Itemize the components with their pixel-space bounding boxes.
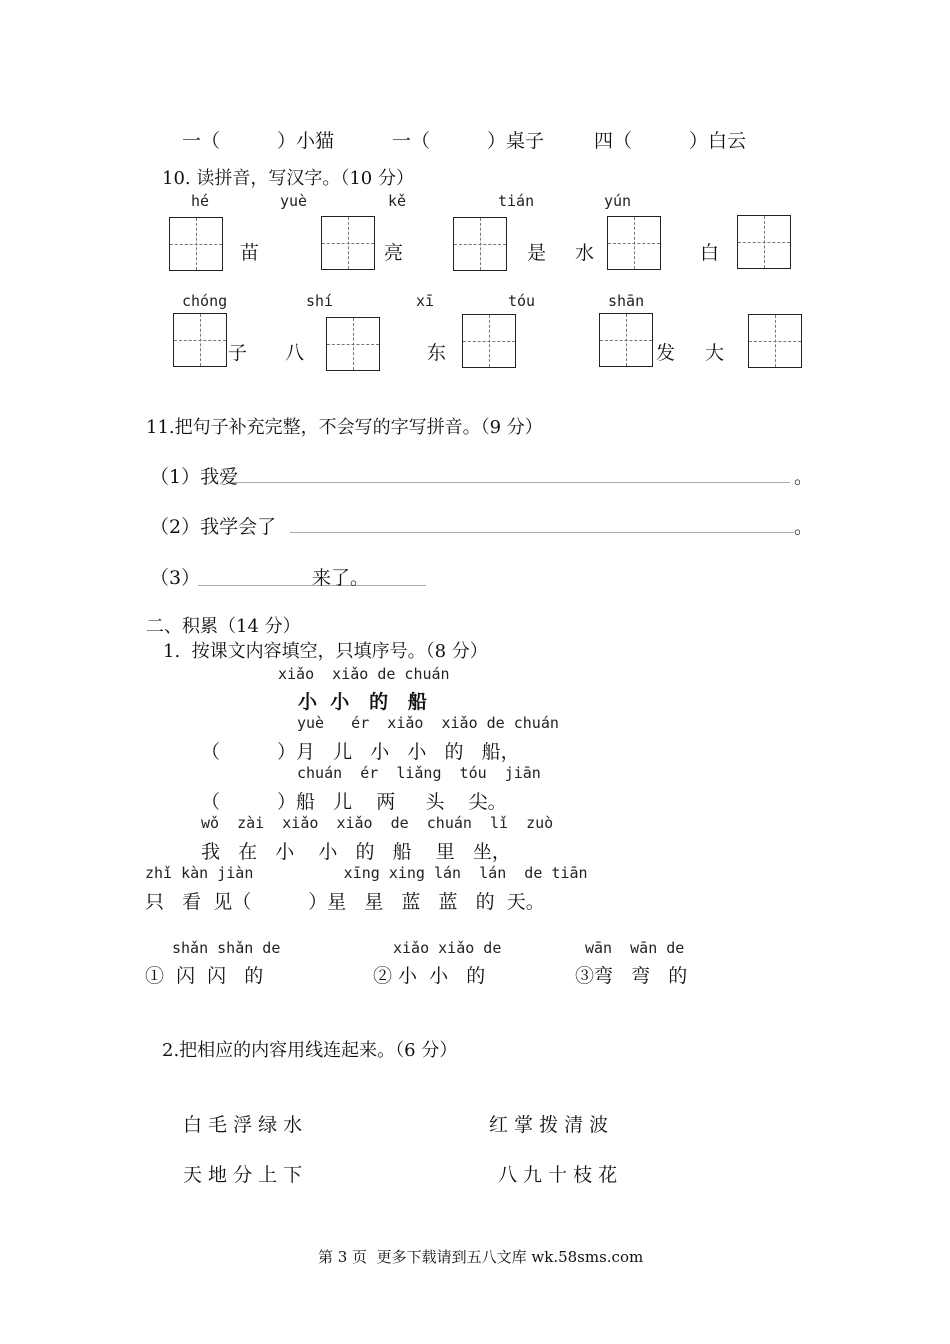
match-right-2[interactable]: 八 九 十 枝 花 — [498, 1164, 618, 1186]
section-2-title: 二、积累（14 分） — [146, 616, 301, 637]
char-shi: 是 — [527, 242, 547, 264]
option-3: ③弯 弯 的 — [575, 965, 688, 987]
poem-line-2: （ ）船 儿 两 头 尖。 — [201, 791, 507, 813]
pinyin-yun: yún — [604, 192, 632, 210]
writing-box[interactable] — [326, 317, 380, 371]
pinyin-xi: xī — [416, 292, 435, 310]
char-bai: 白 — [700, 242, 720, 264]
q2-title: 2.把相应的内容用线连起来。（6 分） — [162, 1040, 458, 1061]
sentence-1-period: 。 — [794, 466, 814, 488]
poem-title: 小 小 的 船 — [298, 691, 427, 713]
char-fa: 发 — [656, 342, 676, 364]
measure-word-3: 四（ ）白云 — [594, 130, 747, 152]
pinyin-he: hé — [191, 192, 210, 210]
char-shui: 水 — [575, 242, 595, 264]
char-dong: 东 — [427, 342, 447, 364]
option-1: ① 闪 闪 的 — [145, 965, 264, 987]
option-2-pinyin: xiǎo xiǎo de — [393, 939, 502, 957]
pinyin-ke: kě — [388, 192, 407, 210]
writing-box[interactable] — [453, 217, 507, 271]
poem-line-2-pinyin: chuán ér liǎng tóu jiān — [297, 764, 541, 782]
poem-line-3: 我 在 小 小 的 船 里 坐， — [201, 841, 511, 863]
match-right-1[interactable]: 红 掌 拨 清 波 — [489, 1114, 609, 1136]
writing-box[interactable] — [462, 314, 516, 368]
pinyin-shan: shān — [608, 292, 645, 310]
char-miao: 苗 — [240, 242, 260, 264]
page-footer: 第 3 页 更多下载请到五八文库 wk.58sms.com — [318, 1248, 644, 1266]
option-2: ② 小 小 的 — [373, 965, 486, 987]
pinyin-yue: yuè — [280, 192, 308, 210]
sentence-1-label: （1）我爱 — [150, 466, 239, 488]
poem-line-4-pinyin: zhǐ kàn jiàn xīng xing lán lán de tiān — [145, 864, 588, 882]
writing-box[interactable] — [321, 216, 375, 270]
writing-box[interactable] — [173, 313, 227, 367]
measure-word-2: 一（ ）桌子 — [392, 130, 545, 152]
match-left-1[interactable]: 白 毛 浮 绿 水 — [183, 1114, 303, 1136]
char-liang: 亮 — [384, 242, 404, 264]
writing-box[interactable] — [737, 215, 791, 269]
writing-box[interactable] — [599, 313, 653, 367]
writing-box[interactable] — [748, 314, 802, 368]
poem-line-3-pinyin: wǒ zài xiǎo xiǎo de chuán lǐ zuò — [201, 814, 554, 832]
char-da: 大 — [705, 342, 725, 364]
option-1-pinyin: shǎn shǎn de — [172, 939, 281, 957]
poem-line-1: （ ）月 儿 小 小 的 船， — [201, 741, 520, 763]
sentence-2-label: （2）我学会了 — [150, 516, 277, 538]
q11-title: 11.把句子补充完整，不会写的字写拼音。（9 分） — [146, 417, 543, 438]
writing-box[interactable] — [607, 216, 661, 270]
match-left-2[interactable]: 天 地 分 上 下 — [183, 1164, 303, 1186]
pinyin-tou: tóu — [508, 292, 536, 310]
measure-word-1: 一（ ）小猫 — [182, 130, 335, 152]
char-zi: 子 — [228, 342, 248, 364]
q1-title: 1. 按课文内容填空，只填序号。（8 分） — [163, 641, 488, 662]
pinyin-shi: shí — [306, 292, 334, 310]
answer-line-2[interactable] — [290, 532, 794, 533]
char-ba: 八 — [285, 342, 305, 364]
pinyin-tian: tián — [498, 192, 535, 210]
poem-line-1-pinyin: yuè ér xiǎo xiǎo de chuán — [297, 714, 559, 732]
option-3-pinyin: wān wān de — [585, 939, 685, 957]
poem-title-pinyin: xiǎo xiǎo de chuán — [278, 665, 450, 683]
answer-line-1[interactable] — [232, 482, 790, 483]
sentence-3-end: 来了。 — [312, 567, 370, 589]
poem-line-4: 只 看 见（ ）星 星 蓝 蓝 的 天。 — [145, 891, 545, 913]
pinyin-chong: chóng — [182, 292, 228, 310]
sentence-3-label: （3） — [150, 567, 201, 589]
q10-title: 10. 读拼音，写汉字。（10 分） — [162, 168, 414, 189]
writing-box[interactable] — [169, 217, 223, 271]
sentence-2-period: 。 — [794, 516, 814, 538]
